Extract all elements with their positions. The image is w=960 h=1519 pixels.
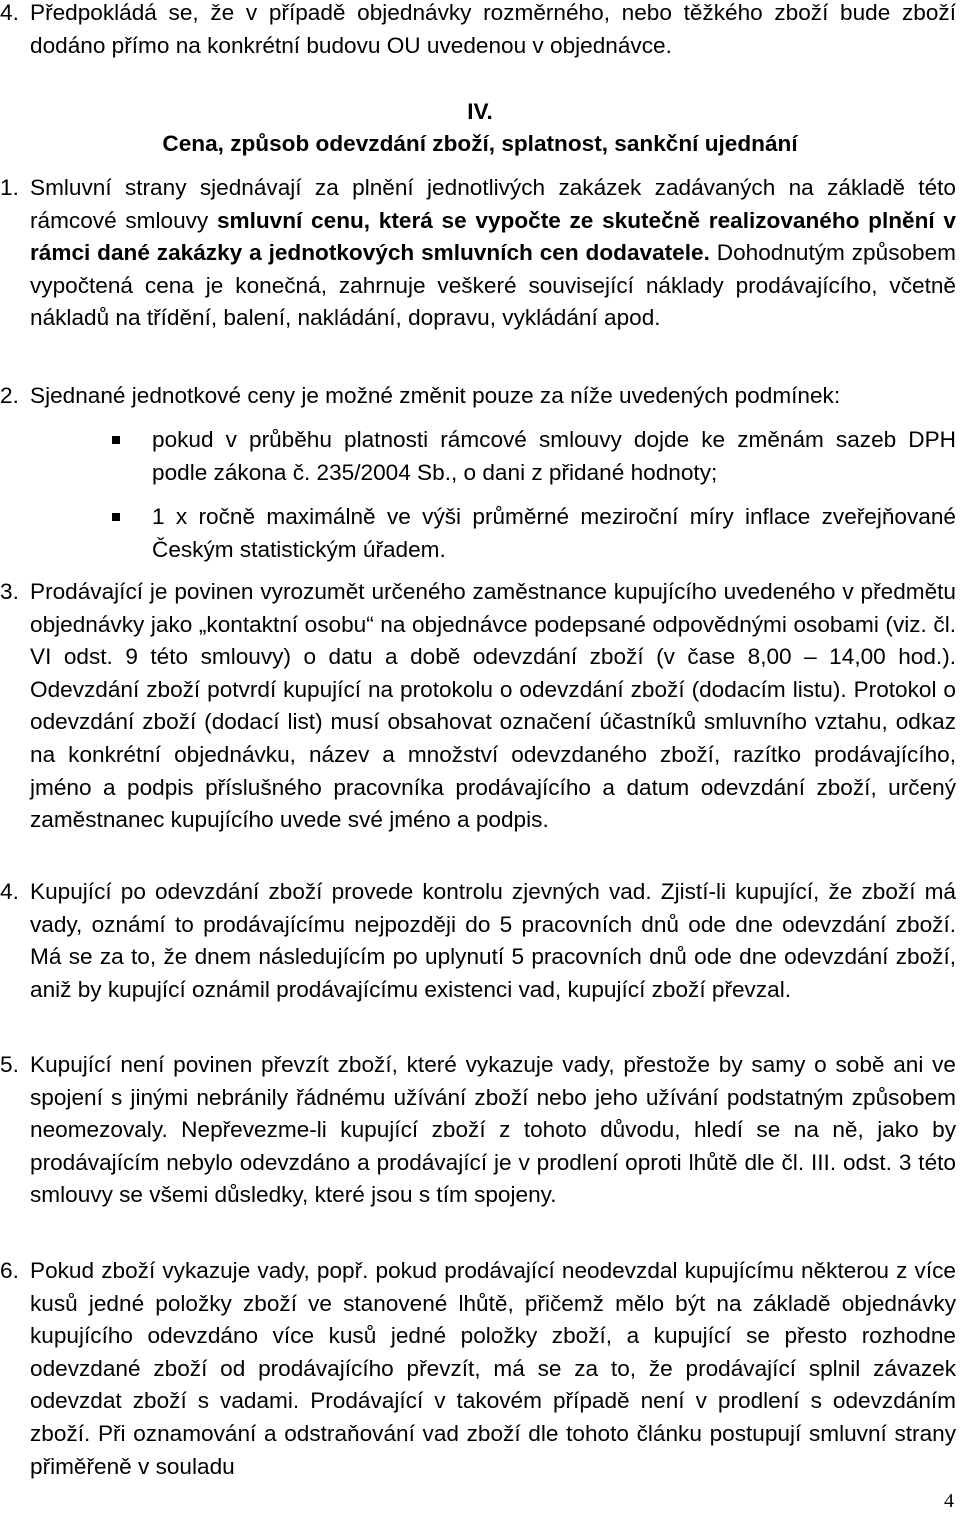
paragraph-text: Pokud zboží vykazuje vady, popř. pokud prodávající neodevzdal kupujícímu některou z více kusů jedné položky zboží ve stanovené lhůtě, přičemž mělo být na základě objednávky kupujícího odevzdáno více kusů jedné položky zboží, a kupující se přesto rozhodne odevzdané zboží od prodávajícího převzít, má se za to, že prodávající splnil závazek odevzdat zboží s vadami. Prodávající v takovém případě není v prodlení s odevzdáním zboží. Při oznamování a odstraňování vad zboží dle tohoto článku postupují smluvní strany přiměřeně v souladu bbox=[30, 1258, 956, 1479]
paragraph-2 bbox=[0, 380, 956, 413]
paragraph-4-previous bbox=[0, 0, 956, 62]
bullet-text: 1 x ročně maximálně ve výši průměrné meziroční míry inflace zveřejňované Českým statistickým úřadem. bbox=[152, 504, 956, 562]
paragraph-number: 2. bbox=[0, 383, 19, 408]
paragraph-number: 1. bbox=[0, 175, 19, 200]
paragraph-text: Kupující není povinen převzít zboží, které vykazuje vady, přestože by samy o sobě ani ve spojení s jinými nebránily řádnému užívání zboží nebo jeho užívání podstatným způsobem neomezovaly. Nepřevezme-li kupující zboží z tohoto důvodu, hledí se na ně, jako by prodávajícím nebylo odevzdáno a prodávající je v prodlení oproti lhůtě dle čl. III. odst. 3 této smlouvy se všemi důsledky, které jsou s tím spojeny. bbox=[30, 1052, 956, 1208]
paragraph-4 bbox=[0, 876, 956, 1006]
bullet-item bbox=[152, 424, 956, 489]
paragraph-6 bbox=[0, 1255, 956, 1483]
paragraph-number: 5. bbox=[0, 1052, 19, 1077]
paragraph-number: 3. bbox=[0, 579, 19, 604]
paragraph-text: Prodávající je povinen vyrozumět určeného zaměstnance kupujícího uvedeného v předmětu objednávky jako „kontaktní osobu“ na objednávce podepsané odpovědnými osobami (viz. čl. VI odst. 9 této smlouvy) o datu a době odevzdání zboží (v čase 8,00 – 14,00 hod.). Odevzdání zboží potvrdí kupující na protokolu o odevzdání zboží (dodacím listu). Protokol o odevzdání zboží (dodací list) musí obsahovat označení účastníků smluvního vztahu, odkaz na konkrétní objednávku, název a množství odevzdaného zboží, razítko prodávajícího, jméno a podpis příslušného pracovníka prodávajícího a datum odevzdání zboží, určený zaměstnanec kupujícího uvede své jméno a podpis. bbox=[30, 579, 956, 833]
paragraph-3 bbox=[0, 576, 956, 837]
bullet-text: pokud v průběhu platnosti rámcové smlouvy dojde ke změnám sazeb DPH podle zákona č. 235/2004 Sb., o dani z přidané hodnoty; bbox=[152, 427, 956, 485]
section-roman-numeral: IV. bbox=[467, 99, 493, 124]
paragraph-bold-text: smluvní cenu, která se vypočte ze skutečně realizovaného plnění v rámci dané zakázky a jednotkových smluvních cen dodavatele. bbox=[30, 207, 956, 266]
paragraph-number: 4. bbox=[0, 0, 19, 25]
paragraph-text: Sjednané jednotkové ceny je možné změnit pouze za níže uvedených podmínek: bbox=[30, 383, 841, 408]
paragraph-number: 4. bbox=[0, 879, 19, 904]
square-bullet-icon bbox=[112, 513, 120, 521]
paragraph-text: Kupující po odevzdání zboží provede kontrolu zjevných vad. Zjistí-li kupující, že zboží má vady, oznámí to prodávajícímu nejpozději do 5 pracovních dnů ode dne odevzdání zboží. Má se za to, že dnem následujícím po uplynutí 5 pracovních dnů ode dne odevzdání zboží, aniž by kupující oznámil prodávajícímu existenci vad, kupující zboží převzal. bbox=[30, 879, 956, 1002]
section-title: Cena, způsob odevzdání zboží, splatnost, sankční ujednání bbox=[162, 131, 798, 156]
paragraph-text: Smluvní strany sjednávají za plnění jednotlivých zakázek zadávaných na základě této rámcové smlouvy bbox=[30, 175, 956, 233]
paragraph-5 bbox=[0, 1049, 956, 1212]
bullet-item bbox=[152, 501, 956, 566]
paragraph-number: 6. bbox=[0, 1258, 19, 1283]
paragraph-1 bbox=[0, 172, 957, 335]
paragraph-text: Předpokládá se, že v případě objednávky rozměrného, nebo těžkého zboží bude zboží dodáno přímo na konkrétní budovu OU uvedenou v objednávce. bbox=[30, 0, 956, 58]
paragraph-text-continued: Dohodnutým způsobem vypočtená cena je konečná, zahrnuje veškeré související náklady prodávajícího, včetně nákladů na třídění, balení, nakládání, dopravu, vykládání apod. bbox=[30, 240, 957, 331]
square-bullet-icon bbox=[112, 436, 120, 444]
page-number: 4 bbox=[944, 1490, 954, 1512]
